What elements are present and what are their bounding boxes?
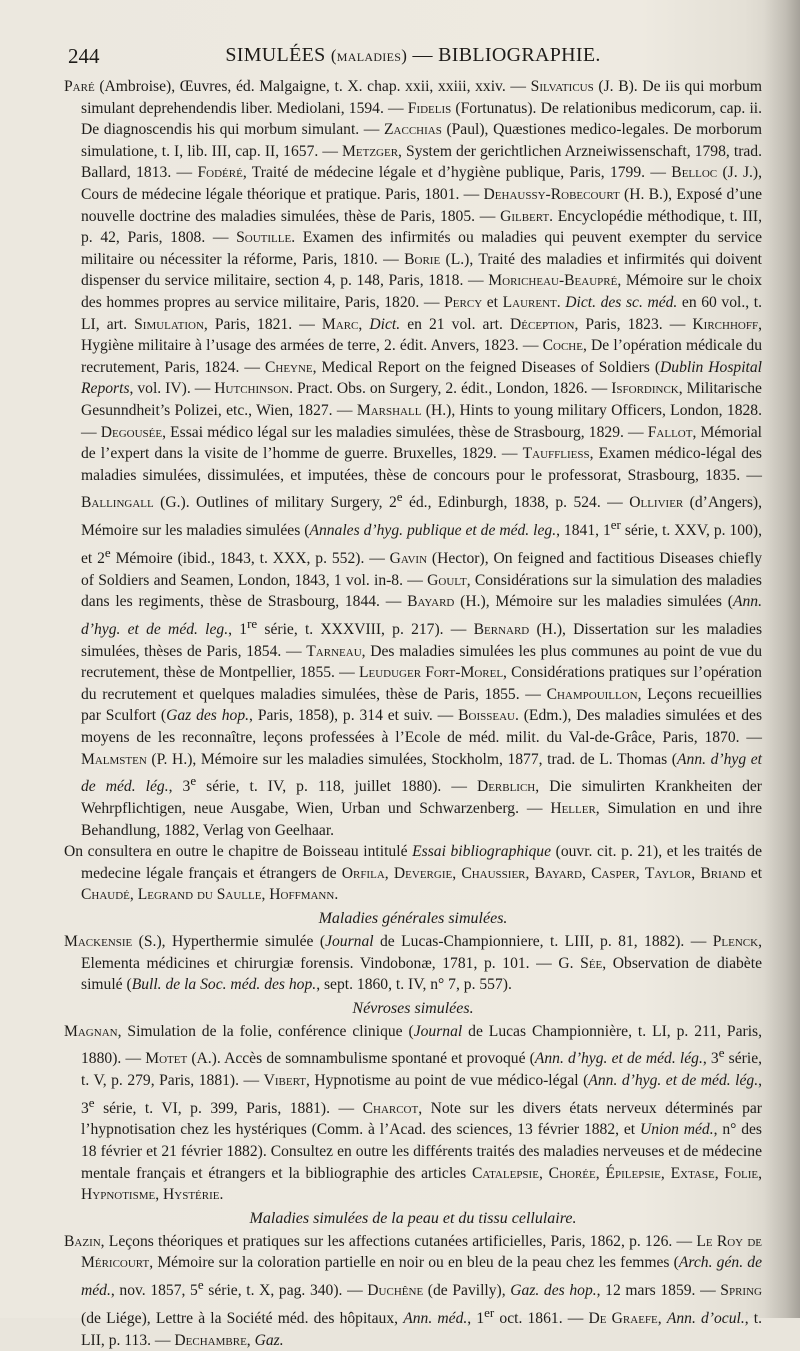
title-section: BIBLIOGRAPHIE. xyxy=(438,44,601,66)
section-heading-general: Maladies générales simulées. xyxy=(318,909,508,927)
skin-references: Bazin, Leçons théoriques et pratiques sur les affections cutanées artificielles, Paris, 1862, p. 126. — Le Roy de Méricourt, Mémoire sur la coloration partielle en noir ou en bleu de la peau chez les femmes (Arch. gén. de méd., nov. 1857, 5e série, t. X, pag. 340). — Duchêne (de Pavilly), Gaz. des hop., 12 mars 1859. — Spring (de Liége), Lettre à la Société méd. des hôpitaux, Ann. méd., 1er oct. 1861. — De Graefe, Ann. d’ocul., t. LII, p. 113. — Dechambre, Gaz. xyxy=(64,1232,763,1349)
see-also-paragraph: On consultera en outre le chapitre de Boisseau intitulé Essai bibliographique (ouvr. cit. p. 21), et les traités de medecine légale français et étrangers de Orfila, Devergie, Chaussier, Bayard, Casper, Taylor, Briand et Chaudé, Legrand du Saulle, Hoffmann. xyxy=(64,843,763,904)
running-header xyxy=(68,44,758,74)
general-diseases-references: Mackensie (S.), Hyperthermie simulée (Journal de Lucas-Championniere, t. LIII, p. 81, 1882). — Plenck, Elementa médicines et chirurgiæ forensis. Vindobonæ, 1781, p. 101. — G. Sée, Observation de diabète simulé (Bull. de la Soc. méd. des hop., sept. 1860, t. IV, n° 7, p. 557). xyxy=(64,932,762,994)
title-paren: (maladies) xyxy=(330,46,408,65)
page-number: 244 xyxy=(68,44,100,68)
title-main: SIMULÉES xyxy=(225,44,326,66)
neuroses-references: Magnan, Simulation de la folie, conférence clinique (Journal de Lucas Championnière, t. LI, p. 211, Paris, 1880). — Motet (A.). Accès de somnambulisme spontané et provoqué (Ann. d’hyg. et de méd. lég., 3e série, t. V, p. 279, Paris, 1881). — Vibert, Hypnotisme au point de vue médico-légal (Ann. d’hyg. et de méd. lég., 3e série, t. VI, p. 399, Paris, 1881). — Charcot, Note sur les divers états nerveux déterminés par l’hypnotisation chez les hystériques (Comm. à l’Acad. des sciences, 13 février 1882, et Union méd., n° des 18 février et 21 février 1882). Consultez en outre les différents traités des maladies nerveuses et de médecine mentale français et étrangers et la bibliographie des articles Catalepsie, Chorée, Épilepsie, Extase, Folie, Hypnotisme, Hystérie. xyxy=(64,1022,763,1204)
running-title xyxy=(68,44,758,67)
bibliography-body xyxy=(64,76,762,1351)
title-dash: — xyxy=(412,44,433,66)
page-edge-shadow xyxy=(764,0,800,1318)
section-heading-neuroses: Névroses simulées. xyxy=(352,999,474,1017)
section-heading-skin: Maladies simulées de la peau et du tissu cellulaire. xyxy=(249,1209,577,1227)
general-references: Paré (Ambroise), Œuvres, éd. Malgaigne, t. X. chap. xxii, xxiii, xxiv. — Silvaticus (J. B). De iis qui morbum simulant deprehendendis liber. Mediolani, 1594. — Fidelis (Fortunatus). De relationibus medicorum, cap. ii. De diagnoscendis his qui morbum simulant. — Zacchias (Paul), Quæstiones medico-legales. De morborum simulatione, t. I, lib. III, cap. II, 1657. — Metzger, System der gerichtlichen Arzneiwissenschaft, 1798, trad. Ballard, 1813. — Fodéré, Traité de médecine légale et d’hygiène publique, Paris, 1799. — Belloc (J. J.), Cours de médecine légale théorique et pratique. Paris, 1801. — Dehaussy-Robecourt (H. B.), Exposé d’une nouvelle doctrine des maladies simulées, thèse de Paris, 1805. — Gilbert. Encyclopédie méthodique, t. III, p. 42, Paris, 1808. — Soutille. Examen des infirmités ou maladies qui peuvent exempter du service militaire ou nécessiter la réforme, Paris, 1810. — Borie (L.), Traité des maladies et infirmités qui doivent dispenser du service militaire, section 4, p. 148, Paris, 1818. — Moricheau-Beaupré, Mémoire sur le choix des hommes propres au service militaire, Paris, 1820. — Percy et Laurent. Dict. des sc. méd. en 60 vol., t. LI, art. Simulation, Paris, 1821. — Marc, Dict. en 21 vol. art. Déception, Paris, 1823. — Kirchhoff, Hygiène militaire à l’usage des armées de terre, 2. édit. Anvers, 1823. — Coche, De l’opération médicale du recrutement, Paris, 1824. — Cheyne, Medical Report on the feigned Diseases of Soldiers (Dublin Hospital Reports, vol. IV). — Hutchinson. Pract. Obs. on Surgery, 2. édit., London, 1826. — Isfordinck, Militarische Gesunndheit’s Polizei, etc., Wien, 1827. — Marshall (H.), Hints to young military Officers, London, 1828. — Degousée, Essai médico légal sur les maladies simulées, thèse de Strasbourg, 1829. — Fallot, Mémorial de l’expert dans la visite de l’homme de guerre. Bruxelles, 1829. — Tauffließ, Examen médico-légal des maladies simulées, dissimulées, et imputées, thèse de concours pour le professorat, Strasbourg, 1835. — Ballingall (G.). Outlines of military Surgery, 2e éd., Edinburgh, 1838, p. 524. — Ollivier (d’Angers), Mémoire sur les maladies simulées (Annales d’hyg. publique et de méd. leg., 1841, 1er série, t. XXV, p. 100), et 2e Mémoire (ibid., 1843, t. XXX, p. 552). — Gavin (Hector), On feigned and factitious Diseases chiefly of Soldiers and Seamen, London, 1843, 1 vol. in-8. — Goult, Considérations sur la simulation des maladies dans les regiments, thèse de Strasbourg, 1844. — Bayard (H.), Mémoire sur les maladies simulées (Ann. d’hyg. et de méd. leg., 1re série, t. XXXVIII, p. 217). — Bernard (H.), Dissertation sur les maladies simulées, thèses de Paris, 1854. — Tarneau, Des maladies simulées les plus communes au point de vue du recrutement, thèse de Montpellier, 1855. — Leuduger Fort-Morel, Considérations pratiques sur l’opération du recrutement et quelques maladies simulées, thèse de Paris, 1855. — Champouillon, Leçons recueillies par Sculfort (Gaz des hop., Paris, 1858), p. 314 et suiv. — Boisseau. (Edm.), Des maladies simulées et des moyens de les reconnaître, leçons professées à l’Ecole de méd. milit. du Val-de-Grâce, Paris, 1870. — Malmsten (P. H.), Mémoire sur les maladies simulées, Stockholm, 1877, trad. de L. Thomas (Ann. d’hyg et de méd. lég., 3e série, t. IV, p. 118, juillet 1880). — Derblich, Die simulirten Krankheiten der Wehrpflichtigen, neue Ausgabe, Wien, Urban und Schwarzenberg. — Heller, Simulation en und ihre Behandlung, 1882, Verlag von Geelhaar. xyxy=(64,78,763,839)
